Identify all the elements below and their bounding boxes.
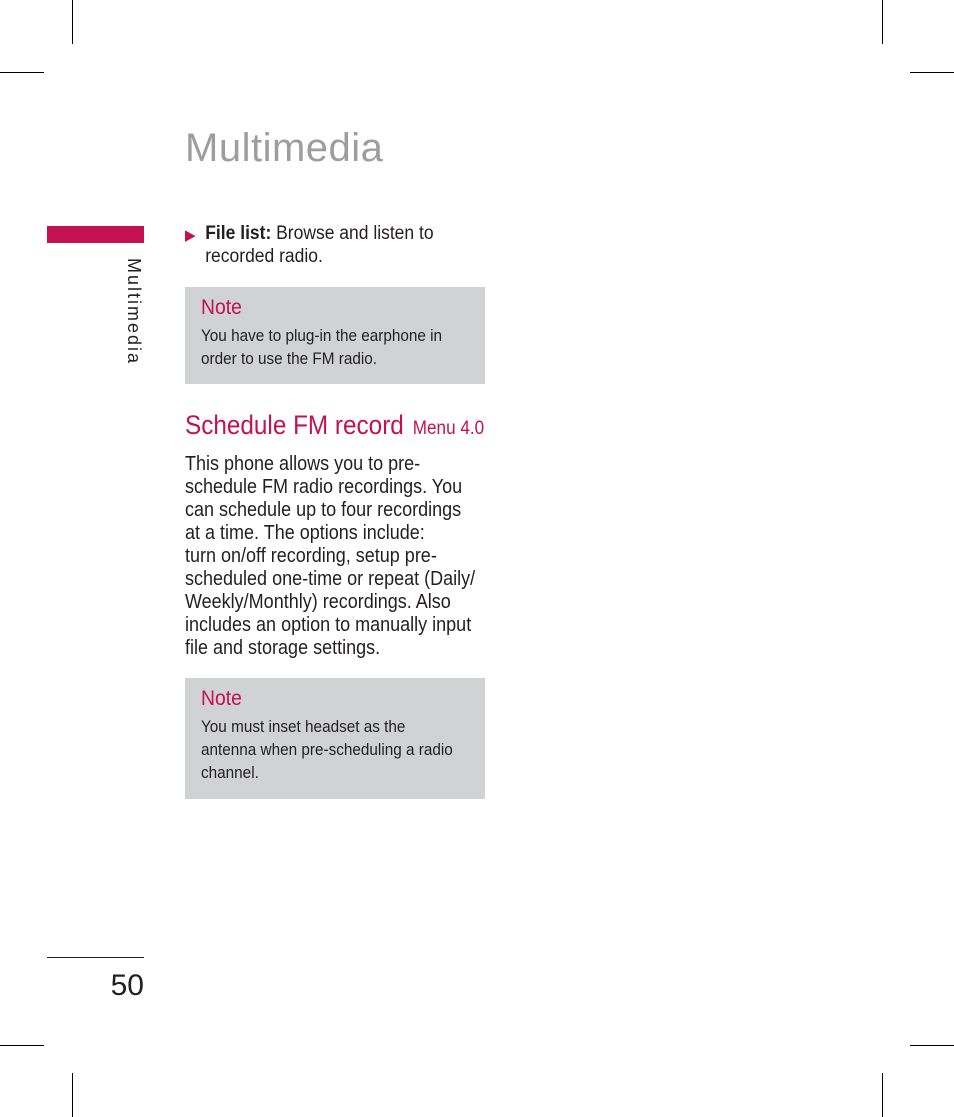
body-line: This phone allows you to pre-: [185, 453, 421, 475]
body-line: at a time. The options include:: [185, 522, 425, 544]
crop-mark: [72, 1073, 73, 1117]
triangle-bullet-icon: ▶: [185, 227, 196, 244]
body-line: can schedule up to four recordings: [185, 499, 462, 521]
footer-rule: [47, 957, 144, 958]
body-line: scheduled one-time or repeat (Daily/: [185, 568, 476, 590]
file-list-lead: File list:: [205, 223, 272, 244]
note-text: You must inset headset as the antenna when pre-scheduling a radio channel.: [201, 717, 453, 782]
file-list-item: [185, 222, 452, 268]
note-title: Note: [201, 296, 242, 319]
body-line: Weekly/Monthly) recordings. Also: [185, 591, 451, 613]
body-line: schedule FM radio recordings. You: [185, 476, 463, 498]
note-text: You have to plug-in the earphone in order to use the FM radio.: [201, 326, 443, 368]
crop-mark: [72, 0, 73, 44]
note-title: Note: [201, 687, 242, 710]
crop-mark: [910, 1045, 954, 1046]
page-number: 50: [110, 969, 144, 1002]
side-section-label: Multimedia: [124, 258, 144, 366]
schedule-description: [185, 453, 487, 660]
file-list-text: [185, 222, 452, 268]
crop-mark: [0, 72, 44, 73]
menu-number: Menu 4.0: [412, 418, 485, 439]
body-line: file and storage settings.: [185, 637, 381, 659]
crop-mark: [882, 0, 883, 44]
body-line: includes an option to manually input: [185, 614, 472, 636]
crop-mark: [882, 1073, 883, 1117]
note-box: [185, 287, 485, 384]
section-tab-bar: [47, 226, 144, 243]
note-box: [185, 678, 485, 799]
page-title: Multimedia: [185, 126, 384, 170]
section-heading-title: Schedule FM record: [185, 410, 404, 440]
crop-mark: [910, 72, 954, 73]
file-list-description: Browse and listen to recorded radio.: [205, 223, 434, 267]
body-line: turn on/off recording, setup pre-: [185, 545, 437, 567]
crop-mark: [0, 1045, 44, 1046]
section-heading: [185, 410, 484, 441]
